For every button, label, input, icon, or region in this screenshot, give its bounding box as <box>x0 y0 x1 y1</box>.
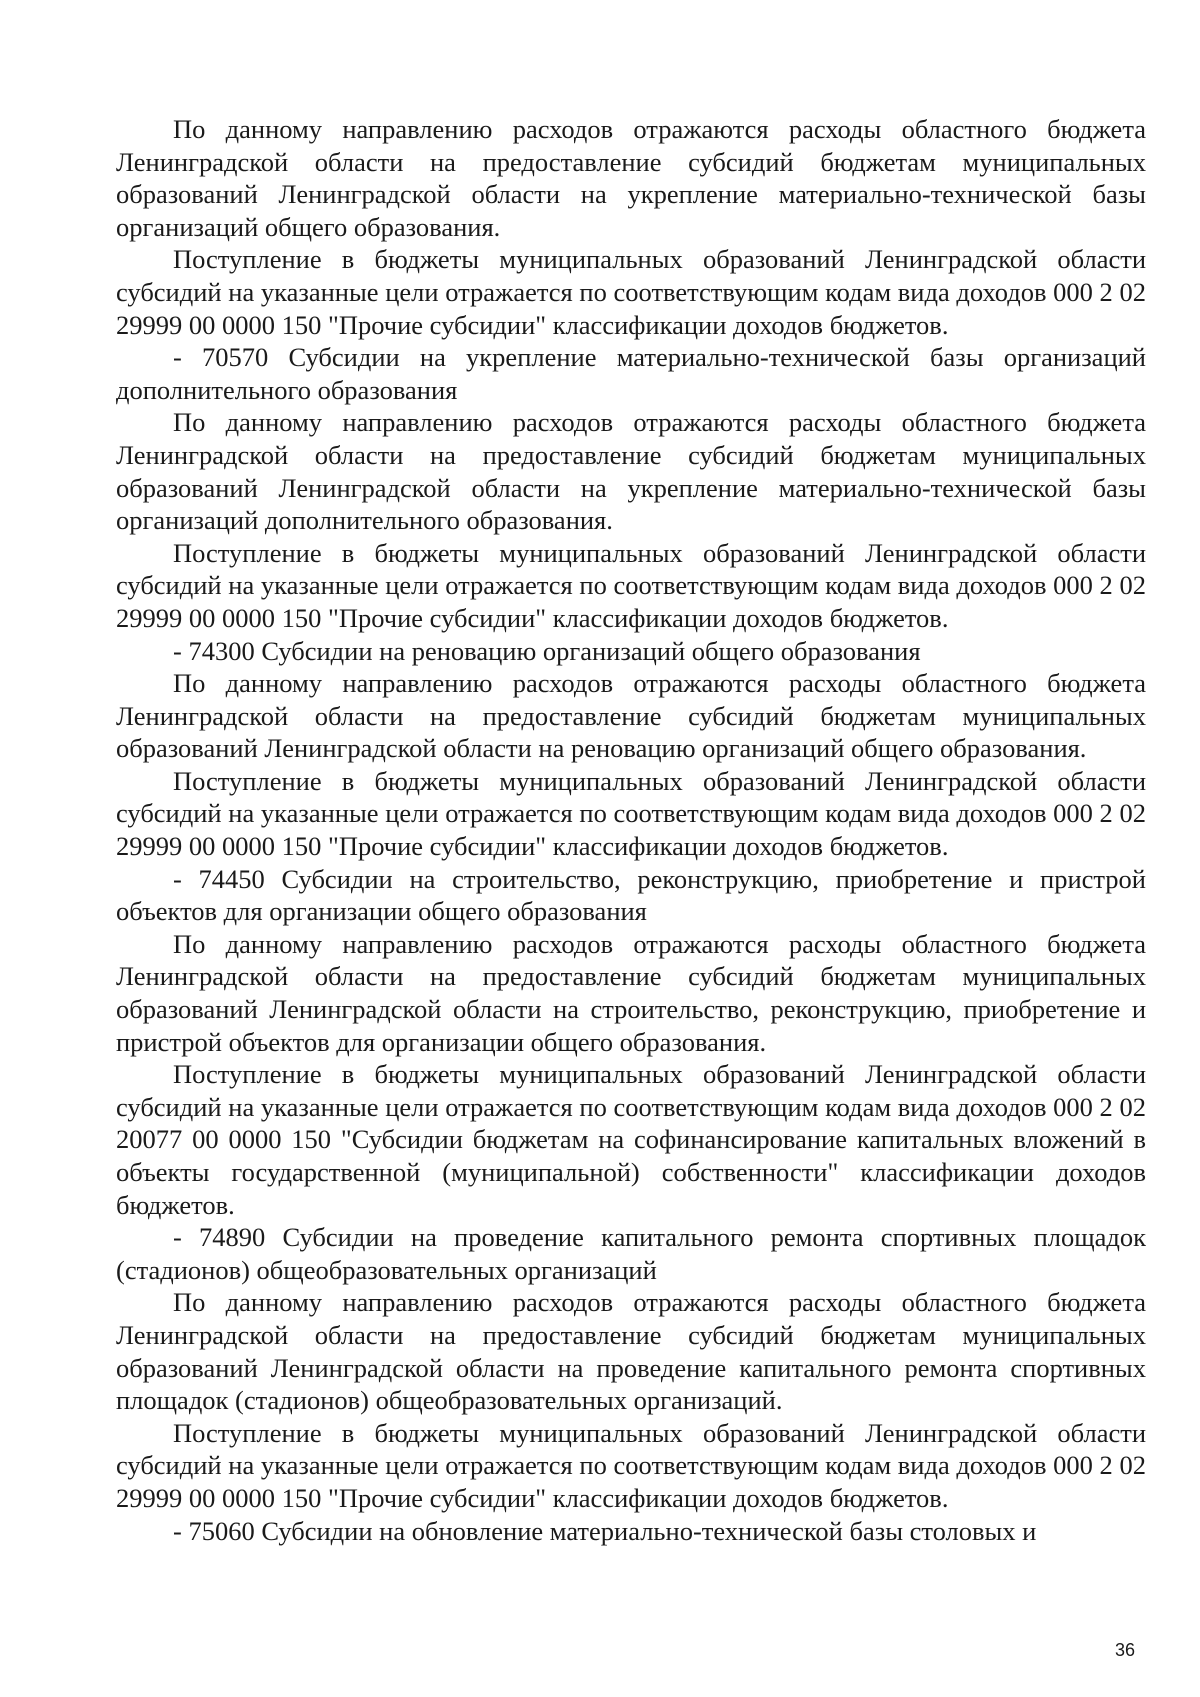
item-heading: - 74890 Субсидии на проведение капитального ремонта спортивных площадок (стадионов) общеобразовательных организаций <box>116 1222 1146 1285</box>
paragraph: По данному направлению расходов отражаются расходы областного бюджета Ленинградской области на предоставление субсидий бюджетам муниципальных образований Ленинградской области на укрепление материально-технической базы организаций дополнительного образования. <box>116 407 1146 536</box>
page-number: 36 <box>1115 1640 1136 1660</box>
document-body <box>116 113 1146 1547</box>
paragraph: По данному направлению расходов отражаются расходы областного бюджета Ленинградской области на предоставление субсидий бюджетам муниципальных образований Ленинградской области на проведение капитального ремонта спортивных площадок (стадионов) общеобразовательных организаций. <box>116 1287 1146 1416</box>
item-heading: - 70570 Субсидии на укрепление материально-технической базы организаций дополнительного образования <box>116 342 1146 405</box>
item-heading: - 74300 Субсидии на реновацию организаций общего образования <box>173 635 921 666</box>
paragraph: Поступление в бюджеты муниципальных образований Ленинградской области субсидий на указанные цели отражается по соответствующим кодам вида доходов 000 2 02 29999 00 0000 150 "Прочие субсидии" классификации доходов бюджетов. <box>116 1417 1146 1513</box>
item-heading: - 75060 Субсидии на обновление материально-технической базы столовых и <box>173 1515 1037 1546</box>
item-heading: - 74450 Субсидии на строительство, реконструкцию, приобретение и пристрой объектов для организации общего образования <box>116 863 1146 927</box>
paragraph: По данному направлению расходов отражаются расходы областного бюджета Ленинградской области на предоставление субсидий бюджетам муниципальных образований Ленинградской области на строительство, реконструкцию, приобретение и пристрой объектов для организации общего образования. <box>116 928 1146 1057</box>
paragraph: Поступление в бюджеты муниципальных образований Ленинградской области субсидий на указанные цели отражается по соответствующим кодам вида доходов 000 2 02 29999 00 0000 150 "Прочие субсидии" классификации доходов бюджетов. <box>116 537 1146 633</box>
paragraph: Поступление в бюджеты муниципальных образований Ленинградской области субсидий на указанные цели отражается по соответствующим кодам вида доходов 000 2 02 29999 00 0000 150 "Прочие субсидии" классификации доходов бюджетов. <box>116 765 1146 862</box>
paragraph: По данному направлению расходов отражаются расходы областного бюджета Ленинградской области на предоставление субсидий бюджетам муниципальных образований Ленинградской области на реновацию организаций общего образования. <box>116 668 1146 764</box>
paragraph: Поступление в бюджеты муниципальных образований Ленинградской области субсидий на указанные цели отражается по соответствующим кодам вида доходов 000 2 02 29999 00 0000 150 "Прочие субсидии" классификации доходов бюджетов. <box>116 244 1146 340</box>
paragraph: По данному направлению расходов отражаются расходы областного бюджета Ленинградской области на предоставление субсидий бюджетам муниципальных образований Ленинградской области на укрепление материально-технической базы организаций общего образования. <box>116 114 1146 242</box>
paragraph: Поступление в бюджеты муниципальных образований Ленинградской области субсидий на указанные цели отражается по соответствующим кодам вида доходов 000 2 02 20077 00 0000 150 "Субсидии бюджетам на софинансирование капитальных вложений в объекты государственной (муниципальной) собственности" классификации доходов бюджетов. <box>116 1059 1146 1220</box>
